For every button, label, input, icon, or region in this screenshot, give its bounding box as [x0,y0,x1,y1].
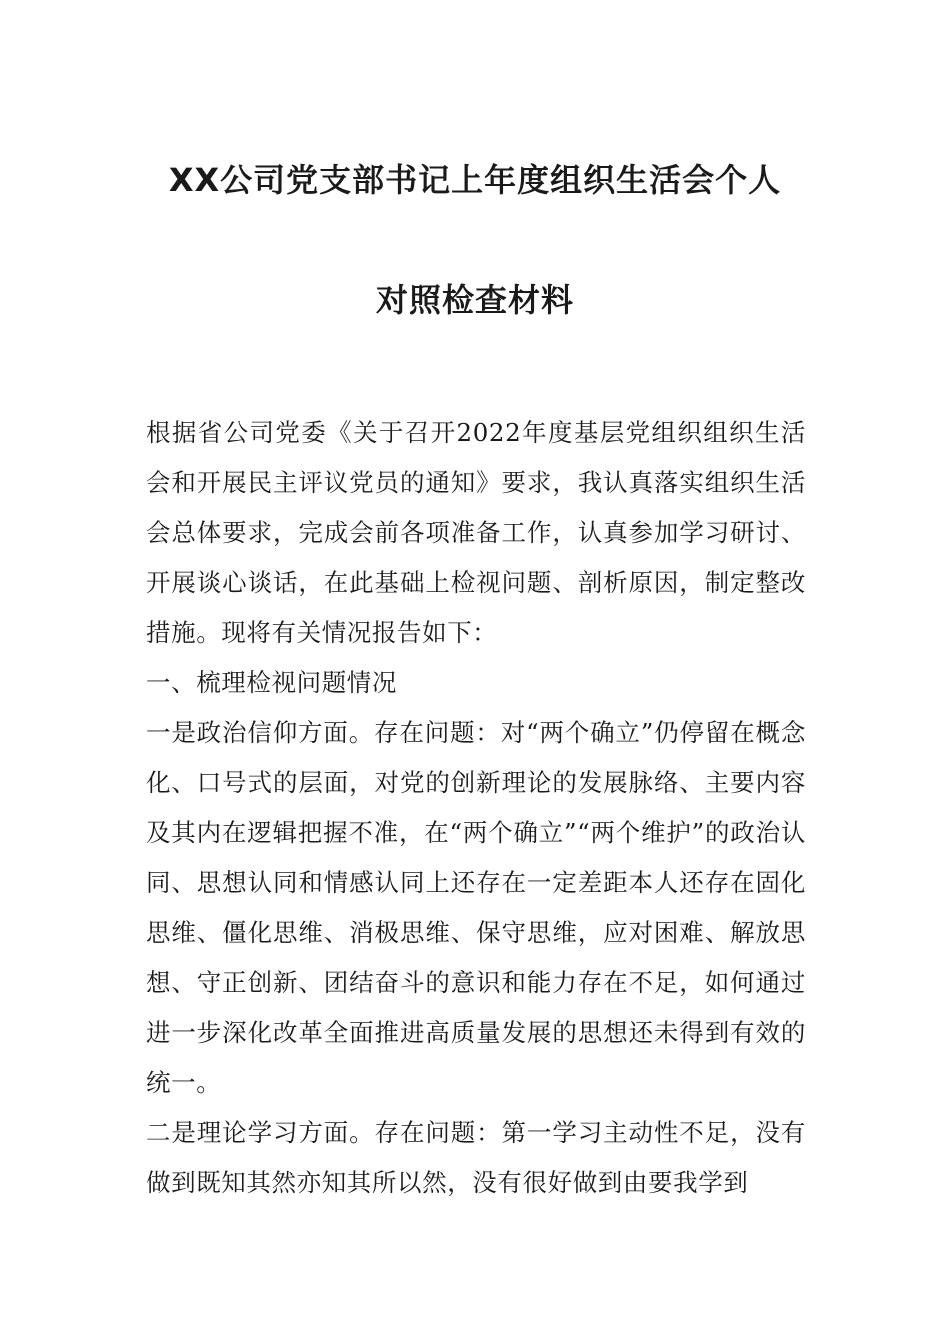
section-heading-1: 一、梳理检视问题情况 [146,668,397,697]
document-body [146,408,806,1208]
paragraph-intro: 根据省公司党委《关于召开2022年度基层党组织组织生活会和开展民主评议党员的通知》要求，我认真落实组织生活会总体要求，完成会前各项准备工作，认真参加学习研讨、开展谈心谈话，在此基础上检视问题、剖析原因，制定整改措施。现将有关情况报告如下： [146,418,806,647]
paragraph-theory-study: 二是理论学习方面。存在问题：第一学习主动性不足，没有做到既知其然亦知其所以然，没有很好做到由要我学到 [146,1118,806,1197]
paragraph-political-belief: 一是政治信仰方面。存在问题：对“两个确立”仍停留在概念化、口号式的层面，对党的创新理论的发展脉络、主要内容及其内在逻辑把握不准，在“两个确立”“两个维护”的政治认同、思想认同和情感认同上还存在一定差距本人还存在固化思维、僵化思维、消极思维、保守思维，应对困难、解放思想、守正创新、团结奋斗的意识和能力存在不足，如何通过进一步深化改革全面推进高质量发展的思想还未得到有效的统一。 [146,718,806,1097]
document-title-line-1: XX公司党支部书记上年度组织生活会个人 [168,161,782,199]
document-title-line-2: 对照检查材料 [375,281,574,319]
